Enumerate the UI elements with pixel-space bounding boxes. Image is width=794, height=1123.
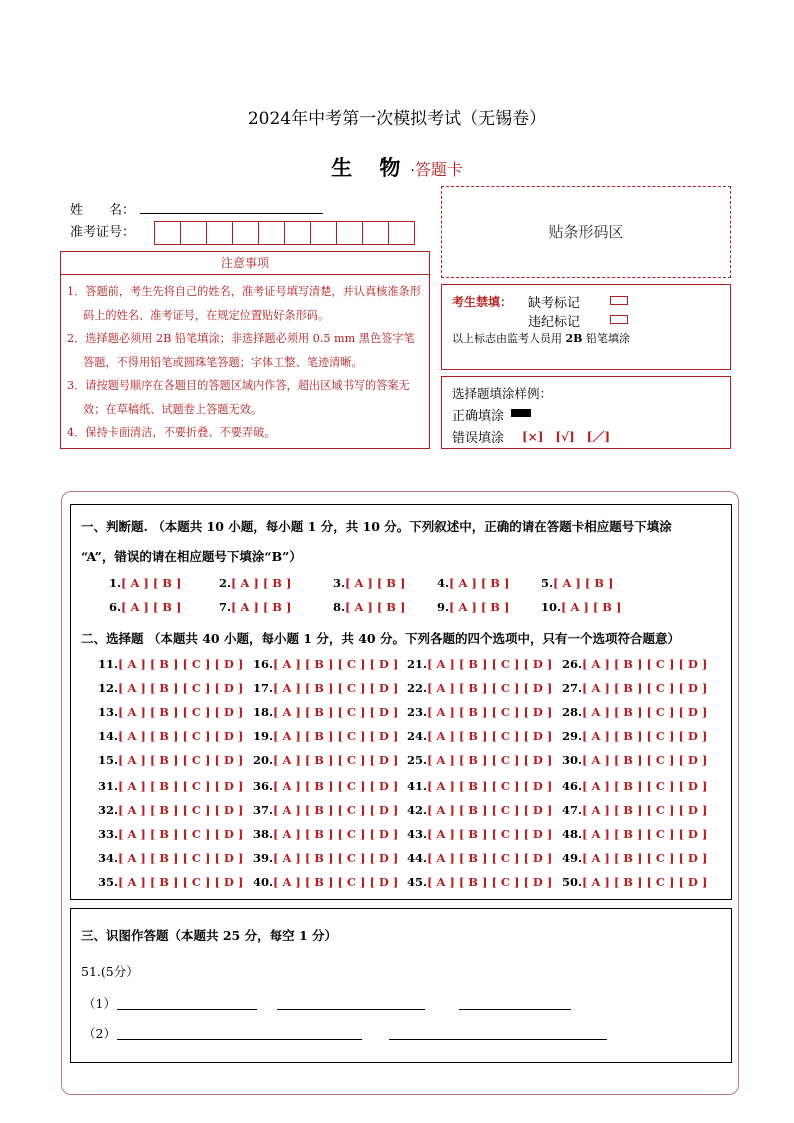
question-number: 39. [253,851,274,865]
name-label: 姓 名： [70,203,136,218]
mc-question[interactable] [562,803,707,817]
mc-question[interactable] [407,851,552,865]
question-number: 40. [253,875,274,889]
diagram-header: 三、识图作答题（本题共 25 分，每空 1 分） [81,928,338,943]
question-number: 13. [98,705,119,719]
question-number: 18. [253,705,274,719]
answer-options[interactable]: [ A ] [ B ] [ C ] [ D ] [427,753,553,767]
question-number: 42. [407,803,428,817]
objective-section [70,504,732,900]
correct-label: 正确填涂 [452,409,505,424]
question-number: 10. [541,600,562,614]
id-digit-box[interactable] [180,221,207,245]
answer-options[interactable]: [ A ] [ B ] [ C ] [ D ] [427,705,553,719]
answer-options[interactable]: [ A ] [ B ] [ C ] [ D ] [118,875,244,889]
proctor-marks-panel [441,284,731,370]
answer-options[interactable]: [ A ] [ B ] [ C ] [ D ] [427,803,553,817]
question-number: 48. [562,827,583,841]
question-number: 24. [407,729,428,743]
answer-line[interactable] [277,1009,425,1010]
answer-options[interactable]: [ A ] [ B ] [ C ] [ D ] [118,657,244,671]
subtitle-dot: · [410,163,415,179]
card-subtitle [0,152,794,182]
mc-question[interactable] [98,779,243,793]
mc-question[interactable] [407,875,552,889]
answer-options[interactable]: [ A ] [ B ] [ C ] [ D ] [118,729,244,743]
card-label: 答题卡 [414,160,463,179]
tf-question[interactable] [333,600,405,614]
mc-question[interactable] [562,827,707,841]
question-number: 5. [541,576,554,590]
answer-line[interactable] [389,1039,607,1040]
answer-options[interactable]: [ A ] [ B ] [ C ] [ D ] [118,753,244,767]
id-digit-box[interactable] [232,221,259,245]
notice-item: 3．请按题号顺序在各题目的答题区域内作答，超出区域书写的答案无效；在草稿纸、试题卷上答题无效。 [67,379,410,416]
answer-options[interactable]: [ A ] [ B ] [ C ] [ D ] [582,875,708,889]
id-digit-box[interactable] [258,221,285,245]
answer-options[interactable]: [ A ] [ B ] [121,600,182,614]
mc-question[interactable] [98,851,243,865]
wrong-samples: [×] [√] [／] [522,430,611,444]
mc-question[interactable] [253,803,398,817]
absent-mark-box[interactable] [610,296,628,305]
tf-header-cont: “A”，错误的请在相应题号下填涂“B”） [81,549,302,564]
question-number: 43. [407,827,428,841]
mc-question[interactable] [98,827,243,841]
answer-options[interactable]: [ A ] [ B ] [231,576,292,590]
question-number: 29. [562,729,583,743]
tf-question[interactable] [437,600,509,614]
mc-question[interactable] [562,681,707,695]
forbid-note-text2: 铅笔填涂 [585,332,630,345]
answer-options[interactable]: [ A ] [ B ] [ C ] [ D ] [273,875,399,889]
tf-question[interactable] [109,600,181,614]
answer-options[interactable]: [ A ] [ B ] [ C ] [ D ] [118,827,244,841]
answer-options[interactable]: [ A ] [ B ] [ C ] [ D ] [582,803,708,817]
answer-options[interactable]: [ A ] [ B ] [ C ] [ D ] [582,753,708,767]
tf-question[interactable] [541,576,613,590]
answer-options[interactable]: [ A ] [ B ] [ C ] [ D ] [427,729,553,743]
question-number: 14. [98,729,119,743]
name-field[interactable] [140,213,323,214]
question-number: 25. [407,753,428,767]
id-digit-box[interactable] [336,221,363,245]
question-number: 22. [407,681,428,695]
question-number: 32. [98,803,119,817]
answer-options[interactable]: [ A ] [ B ] [ C ] [ D ] [427,875,553,889]
violation-label: 违纪标记 [528,315,581,330]
answer-options[interactable]: [ A ] [ B ] [ C ] [ D ] [118,851,244,865]
answer-options[interactable]: [ A ] [ B ] [ C ] [ D ] [427,851,553,865]
tf-question[interactable] [333,576,405,590]
answer-options[interactable]: [ A ] [ B ] [ C ] [ D ] [118,705,244,719]
forbid-note-text: 以上标志由监考人员用 [452,332,562,345]
mc-question[interactable] [562,705,707,719]
mc-question[interactable] [253,851,398,865]
answer-options[interactable]: [ A ] [ B ] [ C ] [ D ] [427,779,553,793]
question-number: 41. [407,779,428,793]
question-number: 49. [562,851,583,865]
mc-question[interactable] [562,875,707,889]
answer-options[interactable]: [ A ] [ B ] [ C ] [ D ] [273,705,399,719]
question-number: 27. [562,681,583,695]
wrong-label: 错误填涂 [452,431,505,446]
answer-options[interactable]: [ A ] [ B ] [ C ] [ D ] [118,779,244,793]
answer-options[interactable]: [ A ] [ B ] [ C ] [ D ] [582,851,708,865]
question-number: 34. [98,851,119,865]
mc-question[interactable] [407,803,552,817]
mc-question[interactable] [253,729,398,743]
answer-options[interactable]: [ A ] [ B ] [ C ] [ D ] [273,779,399,793]
answer-options[interactable]: [ A ] [ B ] [ C ] [ D ] [273,827,399,841]
tf-question[interactable] [437,576,509,590]
answer-options[interactable]: [ A ] [ B ] [345,600,406,614]
question-number: 50. [562,875,583,889]
answer-options[interactable]: [ A ] [ B ] [ C ] [ D ] [582,705,708,719]
notice-heading: 注意事项 [61,252,429,275]
id-digit-box[interactable] [154,221,181,245]
barcode-area: 贴条形码区 [441,186,731,278]
question-number: 46. [562,779,583,793]
answer-options[interactable]: [ A ] [ B ] [ C ] [ D ] [273,657,399,671]
answer-options[interactable]: [ A ] [ B ] [449,600,510,614]
answer-options[interactable]: [ A ] [ B ] [ C ] [ D ] [582,729,708,743]
part2-label: （2） [83,1026,116,1041]
mc-question[interactable] [253,875,398,889]
mc-question[interactable] [562,851,707,865]
mc-question[interactable] [562,657,707,671]
mc-question[interactable] [562,779,707,793]
mc-question[interactable] [562,729,707,743]
sample-title: 选择题填涂样例： [452,386,553,401]
notice-panel [60,251,430,449]
mc-question[interactable] [98,729,243,743]
id-number-boxes[interactable] [155,221,415,245]
question-number: 15. [98,753,119,767]
notice-item: 2．选择题必须用 2B 铅笔填涂；非选择题必须用 0.5 mm 黑色签字笔答题，不得用铅笔或圆珠笔答题；字体工整、笔迹清晰。 [67,332,415,369]
id-digit-box[interactable] [388,221,415,245]
answer-options[interactable]: [ A ] [ B ] [ C ] [ D ] [118,803,244,817]
question-number: 33. [98,827,119,841]
forbid-note [452,330,630,346]
mc-question[interactable] [98,705,243,719]
mc-question[interactable] [98,875,243,889]
question-number: 38. [253,827,274,841]
mc-question[interactable] [253,705,398,719]
violation-mark-box[interactable] [610,315,628,324]
question-number: 9. [437,600,450,614]
mc-question[interactable] [98,753,243,767]
answer-options[interactable]: [ A ] [ B ] [ C ] [ D ] [273,851,399,865]
answer-options[interactable]: [ A ] [ B ] [ C ] [ D ] [427,681,553,695]
answer-options[interactable]: [ A ] [ B ] [ C ] [ D ] [273,753,399,767]
question-number: 3. [333,576,346,590]
tf-question[interactable] [541,600,621,614]
question-number: 1. [109,576,122,590]
correct-fill-sample [511,409,531,417]
mc-question[interactable] [98,657,243,671]
question-number: 44. [407,851,428,865]
id-digit-box[interactable] [362,221,389,245]
q51-label: 51.(5分） [81,964,139,979]
question-number: 19. [253,729,274,743]
answer-line[interactable] [117,1039,362,1040]
answer-line[interactable] [117,1009,257,1010]
pencil-type: 2B [565,332,583,345]
mc-question[interactable] [407,681,552,695]
question-number: 12. [98,681,119,695]
mc-question[interactable] [407,657,552,671]
question-number: 31. [98,779,119,793]
answer-line[interactable] [459,1009,571,1010]
question-number: 8. [333,600,346,614]
question-number: 11. [98,657,119,671]
answer-options[interactable]: [ A ] [ B ] [ C ] [ D ] [427,827,553,841]
mc-question[interactable] [407,753,552,767]
answer-options[interactable]: [ A ] [ B ] [ C ] [ D ] [273,729,399,743]
mc-question[interactable] [98,803,243,817]
question-number: 6. [109,600,122,614]
tf-question[interactable] [109,576,181,590]
answer-options[interactable]: [ A ] [ B ] [561,600,622,614]
question-number: 23. [407,705,428,719]
mc-question[interactable] [253,753,398,767]
answer-options[interactable]: [ A ] [ B ] [ C ] [ D ] [427,657,553,671]
notice-item: 1．答题前，考生先将自己的姓名，准考证号填写清楚，并认真核准条形码上的姓名、准考证号，在规定位置贴好条形码。 [67,285,421,322]
question-number: 35. [98,875,119,889]
subject-name: 生 物 [331,155,411,180]
answer-options[interactable]: [ A ] [ B ] [449,576,510,590]
question-number: 17. [253,681,274,695]
question-number: 45. [407,875,428,889]
tf-header: 一、判断题. （本题共 10 小题，每小题 1 分，共 10 分。下列叙述中，正确的请在答题卡相应题号下填涂 [81,519,672,534]
mc-question[interactable] [407,705,552,719]
answer-options[interactable]: [ A ] [ B ] [ C ] [ D ] [582,779,708,793]
question-number: 47. [562,803,583,817]
mc-question[interactable] [407,729,552,743]
question-number: 21. [407,657,428,671]
mc-question[interactable] [253,657,398,671]
answer-options[interactable]: [ A ] [ B ] [ C ] [ D ] [582,827,708,841]
question-number: 20. [253,753,274,767]
question-number: 37. [253,803,274,817]
answer-options[interactable]: [ A ] [ B ] [ C ] [ D ] [582,681,708,695]
id-digit-box[interactable] [206,221,233,245]
tf-question[interactable] [219,600,291,614]
notice-item: 4．保持卡面清洁，不要折叠、不要弄破。 [67,426,276,439]
mc-question[interactable] [253,779,398,793]
mc-question[interactable] [253,681,398,695]
answer-options[interactable]: [ A ] [ B ] [ C ] [ D ] [582,657,708,671]
question-number: 7. [219,600,232,614]
mc-question[interactable] [253,827,398,841]
answer-options[interactable]: [ A ] [ B ] [ C ] [ D ] [118,681,244,695]
answer-options[interactable]: [ A ] [ B ] [231,600,292,614]
answer-options[interactable]: [ A ] [ B ] [121,576,182,590]
question-number: 16. [253,657,274,671]
question-number: 36. [253,779,274,793]
part1-label: （1） [83,996,116,1011]
forbid-title: 考生禁填： [452,295,513,309]
mc-question[interactable] [562,753,707,767]
mc-question[interactable] [407,827,552,841]
fill-sample-panel [441,376,731,449]
answer-options[interactable]: [ A ] [ B ] [345,576,406,590]
question-number: 26. [562,657,583,671]
tf-question[interactable] [219,576,291,590]
answer-options[interactable]: [ A ] [ B ] [ C ] [ D ] [273,803,399,817]
id-digit-box[interactable] [284,221,311,245]
exam-title: 2024年中考第一次模拟考试（无锡卷） [247,109,547,129]
answer-options[interactable]: [ A ] [ B ] [553,576,614,590]
mc-question[interactable] [98,681,243,695]
answer-options[interactable]: [ A ] [ B ] [ C ] [ D ] [273,681,399,695]
question-number: 30. [562,753,583,767]
diagram-section [70,908,732,1063]
question-number: 28. [562,705,583,719]
mc-header: 二、选择题 （本题共 40 小题，每小题 1 分，共 40 分。下列各题的四个选项中，只有一个选项符合题意） [81,631,680,646]
question-number: 4. [437,576,450,590]
id-label: 准考证号： [70,225,136,240]
absent-label: 缺考标记 [528,296,581,311]
mc-question[interactable] [407,779,552,793]
id-digit-box[interactable] [310,221,337,245]
question-number: 2. [219,576,232,590]
